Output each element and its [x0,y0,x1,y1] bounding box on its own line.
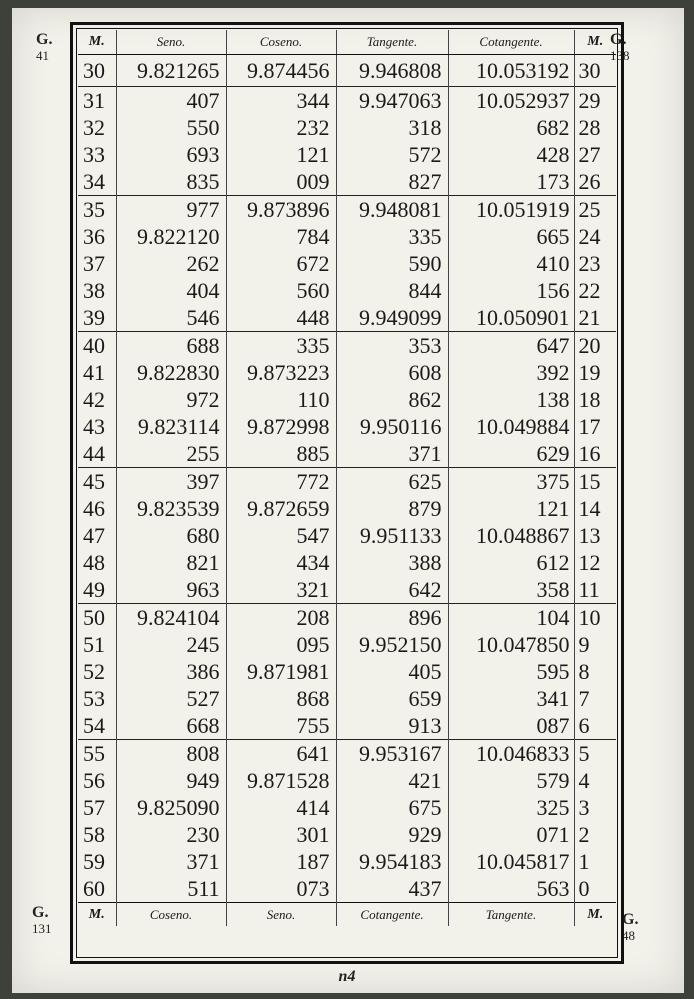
seno-value: 255 [116,440,226,468]
minute-left: 37 [83,251,105,276]
minute-left: 41 [83,360,105,385]
minute-right: 27 [574,141,616,168]
seno-value: 9.822830 [116,359,226,386]
minute-right: 4 [574,767,616,794]
seno-value: 977 [116,196,226,224]
minute-left: 51 [83,632,105,657]
coseno-value: 301 [226,821,336,848]
tangente-value: 929 [336,821,448,848]
cotangente-value: 173 [448,168,574,196]
cotangente-value: 156 [448,277,574,304]
table-row [78,141,616,168]
table-row [78,196,616,224]
seno-value: 693 [116,141,226,168]
minute-left: 32 [83,115,105,140]
table-row [78,685,616,712]
cotangente-value: 375 [448,468,574,496]
tangente-value: 9.954183 [336,848,448,875]
trig-log-table [78,30,616,926]
degree-value: 131 [32,921,52,936]
tangente-value: 844 [336,277,448,304]
degree-label: G. [32,904,49,921]
tangente-value: 9.947063 [336,87,448,115]
coseno-value: 232 [226,114,336,141]
coseno-value: 755 [226,712,336,740]
minute-right: 22 [574,277,616,304]
table-row [78,168,616,196]
minute-left: 57 [83,795,105,820]
coseno-value: 885 [226,440,336,468]
tangente-value: 9.953167 [336,740,448,768]
degree-label: G. [36,31,53,48]
table-row [78,631,616,658]
minute-right: 29 [574,87,616,115]
table-row [78,332,616,360]
cotangente-value: 087 [448,712,574,740]
minute-left: 45 [78,468,116,496]
table-row [78,712,616,740]
seno-value: 9.822120 [116,223,226,250]
cotangente-value: 612 [448,549,574,576]
tangente-value: 879 [336,495,448,522]
cotangente-value: 121 [448,495,574,522]
seno-value: 262 [116,250,226,277]
tangente-value: 896 [336,604,448,632]
table-row [78,114,616,141]
footer-seno: Seno. [226,903,336,927]
tangente-value: 675 [336,794,448,821]
tangente-value: 318 [336,114,448,141]
cotangente-value: 10.049884 [448,413,574,440]
degree-value: 48 [622,928,635,943]
coseno-value: 208 [226,604,336,632]
table-row [78,440,616,468]
footer-coseno: Coseno. [116,903,226,927]
minute-right: 0 [574,875,616,903]
footer-minutes-left: M. [78,903,116,927]
minute-right: 14 [574,495,616,522]
minute-right: 2 [574,821,616,848]
minute-left: 53 [83,686,105,711]
table-row [78,386,616,413]
header-cotangente: Cotangente. [448,30,574,55]
page-number: n4 [338,968,356,985]
seno-value: 835 [116,168,226,196]
seno-value: 821 [116,549,226,576]
table-row [78,848,616,875]
minute-left: 48 [83,550,105,575]
table-row [78,821,616,848]
cotangente-value: 392 [448,359,574,386]
minute-left: 35 [78,196,116,224]
degree-value: 138 [610,48,630,63]
coseno-value: 448 [226,304,336,332]
seno-value: 550 [116,114,226,141]
minute-right: 5 [574,740,616,768]
footer-tangente: Tangente. [448,903,574,927]
cotangente-value: 563 [448,875,574,903]
header-tangente: Tangente. [336,30,448,55]
coseno-value: 9.872998 [226,413,336,440]
cotangente-value: 10.047850 [448,631,574,658]
cotangente-value: 579 [448,767,574,794]
minute-left: 50 [78,604,116,632]
header-seno: Seno. [116,30,226,55]
table-row [78,495,616,522]
tangente-value: 913 [336,712,448,740]
coseno-value: 641 [226,740,336,768]
seno-value: 9.823539 [116,495,226,522]
minute-left: 40 [78,332,116,360]
minute-right: 1 [574,848,616,875]
minute-right: 20 [574,332,616,360]
minute-right: 13 [574,522,616,549]
cotangente-value: 10.045817 [448,848,574,875]
table-row [78,87,616,115]
minute-right: 28 [574,114,616,141]
seno-value: 9.825090 [116,794,226,821]
coseno-value: 784 [226,223,336,250]
header-row [78,30,616,55]
seno-value: 668 [116,712,226,740]
table-row [78,277,616,304]
degree-label: G. [622,911,639,928]
minute-left: 43 [83,414,105,439]
table-row [78,304,616,332]
seno-value: 808 [116,740,226,768]
seno-value: 397 [116,468,226,496]
table-row [78,658,616,685]
coseno-value: 672 [226,250,336,277]
tangente-value: 9.950116 [336,413,448,440]
minute-right: 19 [574,359,616,386]
minute-right: 7 [574,685,616,712]
table-row [78,359,616,386]
cotangente-value: 104 [448,604,574,632]
minute-right: 9 [574,631,616,658]
tangente-value: 659 [336,685,448,712]
table-row [78,55,616,87]
tangente-value: 371 [336,440,448,468]
minute-left: 58 [83,822,105,847]
tangente-value: 335 [336,223,448,250]
minute-left: 30 [83,58,105,83]
minute-left: 42 [83,387,105,412]
tangente-value: 9.948081 [336,196,448,224]
minute-right: 30 [574,55,616,87]
table-row [78,875,616,903]
coseno-value: 073 [226,875,336,903]
seno-value: 386 [116,658,226,685]
coseno-value: 772 [226,468,336,496]
tangente-value: 642 [336,576,448,604]
seno-value: 371 [116,848,226,875]
table-row [78,767,616,794]
tangente-value: 9.946808 [336,55,448,87]
degree-label: G. [610,31,627,48]
coseno-value: 121 [226,141,336,168]
minute-left: 47 [83,523,105,548]
table-row [78,223,616,250]
corner-bottom-right [622,912,638,944]
cotangente-value: 071 [448,821,574,848]
coseno-value: 9.872659 [226,495,336,522]
minute-right: 10 [574,604,616,632]
cotangente-value: 325 [448,794,574,821]
tangente-value: 862 [336,386,448,413]
seno-value: 972 [116,386,226,413]
seno-value: 680 [116,522,226,549]
footer-cotangente: Cotangente. [336,903,448,927]
tangente-value: 590 [336,250,448,277]
minute-left: 38 [83,278,105,303]
seno-value: 511 [116,875,226,903]
header-minutes-left: M. [78,30,116,55]
coseno-value: 110 [226,386,336,413]
cotangente-value: 428 [448,141,574,168]
cotangente-value: 647 [448,332,574,360]
cotangente-value: 10.053192 [448,55,574,87]
coseno-value: 547 [226,522,336,549]
seno-value: 949 [116,767,226,794]
table-row [78,604,616,632]
minute-right: 12 [574,549,616,576]
cotangente-value: 665 [448,223,574,250]
table-row [78,549,616,576]
table-row [78,522,616,549]
minute-right: 6 [574,712,616,740]
header-minutes-right: M. [574,30,616,55]
table-row [78,740,616,768]
tangente-value: 9.949099 [336,304,448,332]
tangente-value: 9.951133 [336,522,448,549]
table-row [78,468,616,496]
tangente-value: 421 [336,767,448,794]
coseno-value: 344 [226,87,336,115]
minute-right: 15 [574,468,616,496]
minute-right: 11 [574,576,616,604]
minute-right: 3 [574,794,616,821]
seno-value: 688 [116,332,226,360]
tangente-value: 9.952150 [336,631,448,658]
minute-left: 39 [83,305,105,330]
footer-row [78,903,616,927]
cotangente-value: 341 [448,685,574,712]
corner-top-left [36,32,52,64]
coseno-value: 414 [226,794,336,821]
minute-right: 26 [574,168,616,196]
minute-right: 17 [574,413,616,440]
minute-left: 44 [83,441,105,466]
cotangente-value: 10.050901 [448,304,574,332]
cotangente-value: 682 [448,114,574,141]
tangente-value: 437 [336,875,448,903]
cotangente-value: 138 [448,386,574,413]
minute-left: 55 [78,740,116,768]
seno-value: 546 [116,304,226,332]
cotangente-value: 10.048867 [448,522,574,549]
cotangente-value: 410 [448,250,574,277]
coseno-value: 9.871528 [226,767,336,794]
minute-right: 18 [574,386,616,413]
minute-left: 46 [83,496,105,521]
coseno-value: 009 [226,168,336,196]
seno-value: 963 [116,576,226,604]
degree-value: 41 [36,48,49,63]
minute-left: 59 [83,849,105,874]
tangente-value: 572 [336,141,448,168]
coseno-value: 335 [226,332,336,360]
footer-minutes-right: M. [574,903,616,927]
minute-right: 24 [574,223,616,250]
minute-left: 54 [83,713,105,738]
cotangente-value: 629 [448,440,574,468]
tangente-value: 827 [336,168,448,196]
minute-left: 49 [83,577,105,602]
seno-value: 404 [116,277,226,304]
tangente-value: 353 [336,332,448,360]
minute-right: 25 [574,196,616,224]
header-coseno: Coseno. [226,30,336,55]
tangente-value: 388 [336,549,448,576]
corner-bottom-left [32,905,52,937]
table-row [78,794,616,821]
coseno-value: 9.873223 [226,359,336,386]
coseno-value: 187 [226,848,336,875]
table-body [78,55,616,903]
minute-right: 23 [574,250,616,277]
coseno-value: 9.874456 [226,55,336,87]
seno-value: 527 [116,685,226,712]
seno-value: 9.823114 [116,413,226,440]
table-row [78,576,616,604]
table-row [78,413,616,440]
minute-right: 8 [574,658,616,685]
minute-left: 33 [83,142,105,167]
minute-left: 34 [83,169,105,194]
minute-right: 16 [574,440,616,468]
coseno-value: 868 [226,685,336,712]
cotangente-value: 595 [448,658,574,685]
coseno-value: 9.871981 [226,658,336,685]
minute-left: 60 [83,876,105,901]
minute-left: 36 [83,224,105,249]
coseno-value: 9.873896 [226,196,336,224]
table-row [78,250,616,277]
coseno-value: 434 [226,549,336,576]
cotangente-value: 10.046833 [448,740,574,768]
coseno-value: 095 [226,631,336,658]
seno-value: 9.824104 [116,604,226,632]
cotangente-value: 10.052937 [448,87,574,115]
minute-left: 31 [78,87,116,115]
seno-value: 9.821265 [116,55,226,87]
tangente-value: 608 [336,359,448,386]
tangente-value: 405 [336,658,448,685]
minute-right: 21 [574,304,616,332]
cotangente-value: 358 [448,576,574,604]
minute-left: 52 [83,659,105,684]
cotangente-value: 10.051919 [448,196,574,224]
coseno-value: 560 [226,277,336,304]
seno-value: 407 [116,87,226,115]
minute-left: 56 [83,768,105,793]
tangente-value: 625 [336,468,448,496]
seno-value: 230 [116,821,226,848]
coseno-value: 321 [226,576,336,604]
seno-value: 245 [116,631,226,658]
